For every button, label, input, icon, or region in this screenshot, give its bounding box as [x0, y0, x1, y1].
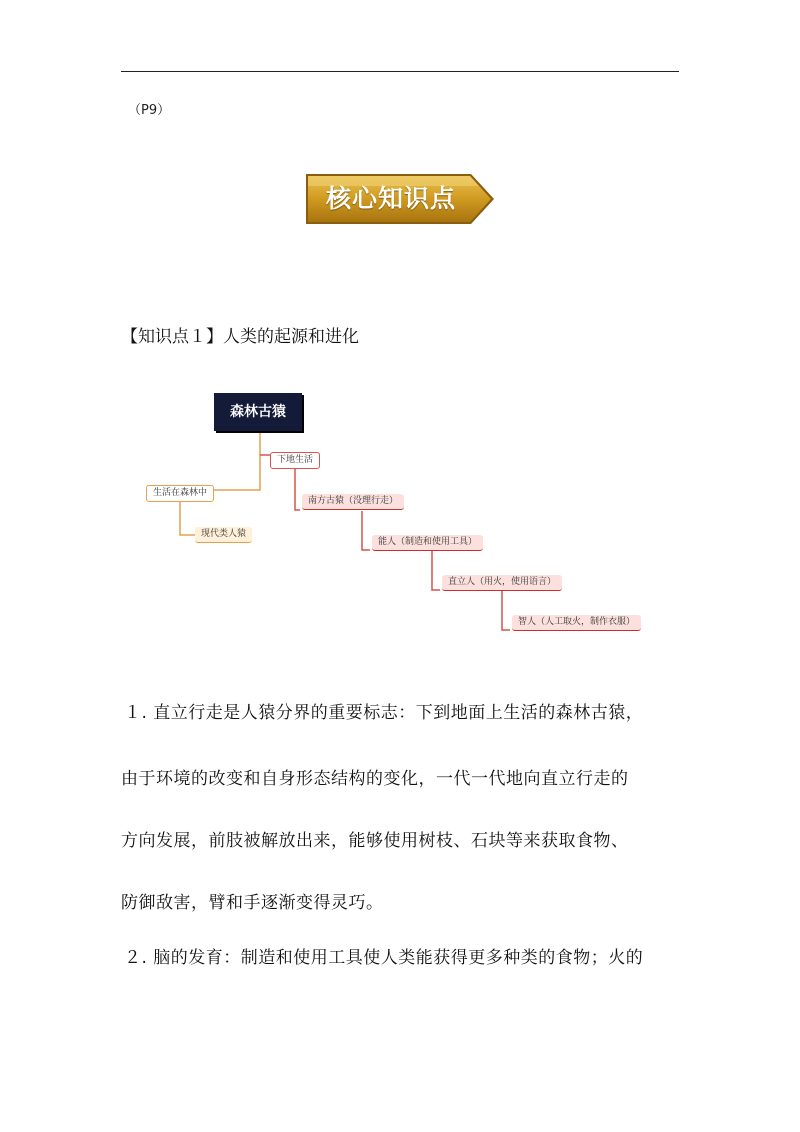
mindmap-root-forest-ape: 森林古猿	[214, 393, 302, 431]
page-reference: （P9）	[128, 103, 171, 118]
mindmap-node-homo-habilis: 能人（制造和使用工具）	[372, 535, 483, 551]
body-line: 方向发展，前肢被解放出来，能够使用树枝、石块等来获取食物、	[121, 831, 629, 851]
evolution-mindmap	[130, 385, 670, 645]
body-line: ２. 脑的发育：制造和使用工具使人类能获得更多种类的食物；火的	[124, 948, 644, 968]
mindmap-node-forest-life: 生活在森林中	[146, 485, 214, 502]
body-line: １. 直立行走是人猿分界的重要标志：下到地面上生活的森林古猿，	[124, 703, 644, 723]
mindmap-connectors	[130, 385, 670, 645]
header-rule	[121, 71, 679, 72]
mindmap-node-ground-life: 下地生活	[270, 452, 320, 469]
core-knowledge-banner	[306, 174, 496, 224]
banner-title: 核心知识点	[325, 184, 456, 213]
mindmap-node-homo-erectus: 直立人（用火，使用语言）	[442, 575, 562, 591]
mindmap-node-australopithecus: 南方古猿（没理行走）	[302, 494, 404, 510]
mindmap-node-homo-sapiens: 智人（人工取火，制作衣服）	[512, 615, 641, 631]
body-line: 由于环境的改变和自身形态结构的变化，一代一代地向直立行走的	[121, 769, 629, 789]
mindmap-node-modern-apes: 现代类人猿	[195, 527, 252, 543]
section-heading: 【知识点１】人类的起源和进化	[121, 327, 359, 347]
body-line: 防御敌害，臂和手逐渐变得灵巧。	[121, 893, 384, 913]
